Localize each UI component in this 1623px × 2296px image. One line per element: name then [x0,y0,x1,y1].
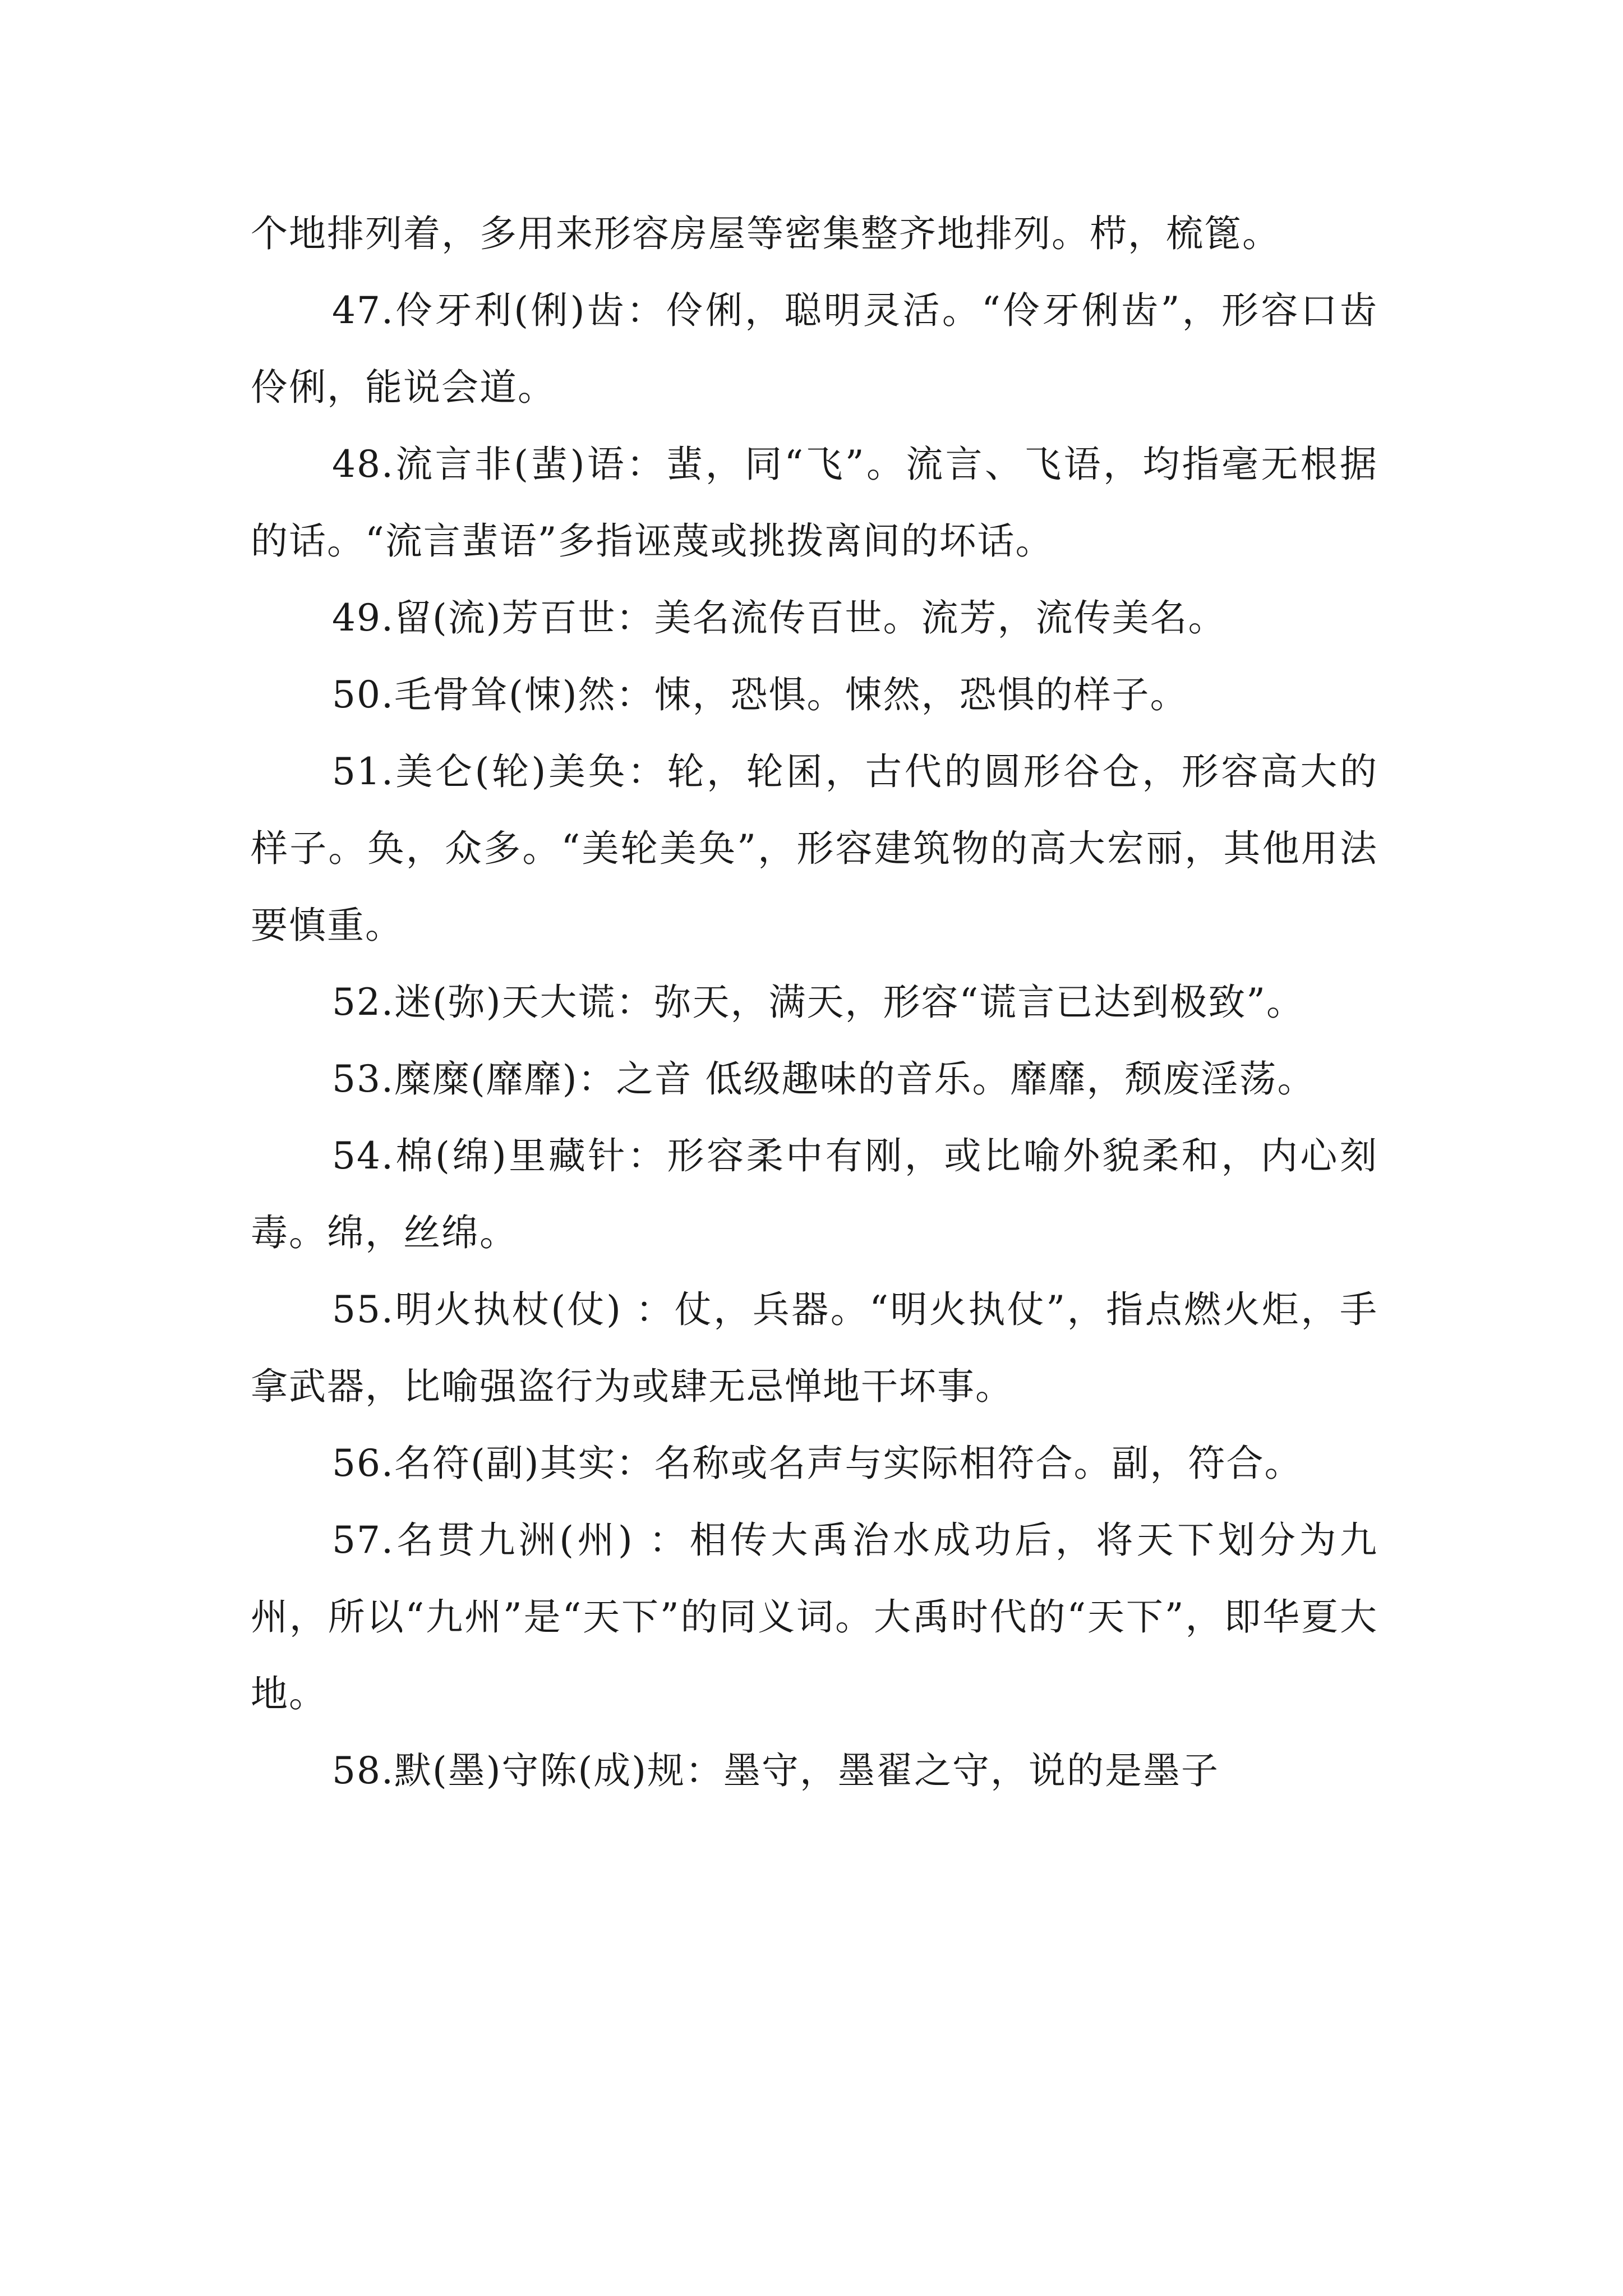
entry-50: 50.毛骨耸(悚)然：悚，恐惧。悚然，恐惧的样子。 [332,673,1188,716]
entry-54: 54.棉(绵)里藏针：形容柔中有刚，或比喻外貌柔和，内心刻毒。绵，丝绵。 [251,1134,1378,1254]
entry-58: 58.默(墨)守陈(成)规：墨守，墨翟之守，说的是墨子 [332,1749,1219,1792]
entry-53: 53.糜糜(靡靡)：之音 低级趣味的音乐。靡靡，颓废淫荡。 [332,1057,1316,1101]
entry-55: 55.明火执杖(仗) ：仗，兵器。“明火执仗”，指点燃火炬，手拿武器，比喻强盗行为或肆无忌惮地干坏事。 [251,1288,1378,1408]
entry-48: 48.流言非(蜚)语：蜚，同“飞”。流言、飞语，均指毫无根据的话。“流言蜚语”多指诬蔑或挑拨离间的坏话。 [251,443,1378,563]
entry-49: 49.留(流)芳百世：美名流传百世。流芳，流传美名。 [332,596,1227,639]
entry-57: 57.名贯九洲(州) ：相传大禹治水成功后，将天下划分为九州，所以“九州”是“天下”的同义词。大禹时代的“天下”，即华夏大地。 [251,1519,1378,1715]
entry-52: 52.迷(弥)天大谎：弥天，满天，形容“谎言已达到极致”。 [332,981,1304,1024]
entry-51: 51.美仑(轮)美奂：轮，轮囷，古代的圆形谷仓，形容高大的样子。奂，众多。“美轮美奂”，形容建筑物的高大宏丽，其他用法要慎重。 [251,750,1378,947]
document-body [251,195,1378,1809]
entry-56: 56.名符(副)其实：名称或名声与实际相符合。副，符合。 [332,1442,1303,1485]
paragraph-continuation: 个地排列着，多用来形容房屋等密集整齐地排列。栉，梳篦。 [251,212,1280,255]
entry-47: 47.伶牙利(俐)齿：伶俐，聪明灵活。“伶牙俐齿”，形容口齿伶俐，能说会道。 [251,289,1378,409]
